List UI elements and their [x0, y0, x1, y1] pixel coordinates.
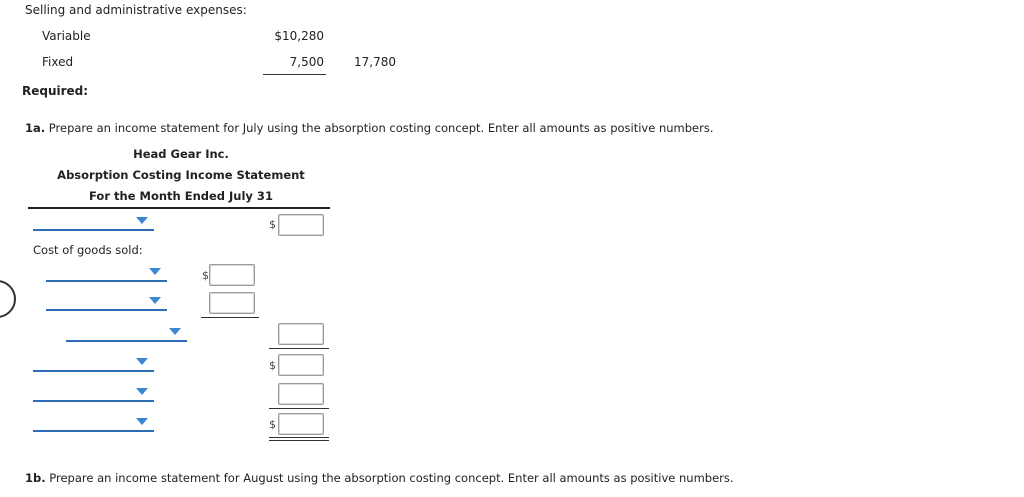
chevron-down-icon	[169, 328, 181, 335]
dollar-sign: $	[269, 218, 276, 231]
cogs-input-2[interactable]	[209, 292, 255, 314]
cogs-total-rule	[269, 348, 329, 349]
question-1b-number: 1b.	[25, 471, 46, 485]
chevron-down-icon	[149, 297, 161, 304]
variable-label: Variable	[42, 29, 91, 43]
chevron-down-icon	[149, 268, 161, 275]
question-1a-number: 1a.	[25, 121, 46, 135]
dollar-sign: $	[269, 418, 276, 431]
line-item-dropdown-4[interactable]	[33, 414, 154, 432]
statement-period: For the Month Ended July 31	[89, 189, 273, 203]
total-double-rule-top	[269, 437, 329, 438]
chevron-down-icon	[136, 388, 148, 395]
side-circle-marker[interactable]	[0, 280, 16, 318]
amount-input-2[interactable]	[278, 354, 324, 376]
total-amount: 17,780	[354, 55, 396, 69]
subtotal-rule	[269, 408, 329, 409]
company-name: Head Gear Inc.	[133, 147, 229, 161]
amount-input-4[interactable]	[278, 413, 324, 435]
question-1b	[25, 471, 734, 485]
cogs-label: Cost of goods sold:	[33, 243, 143, 257]
cogs-subtotal-rule	[201, 317, 259, 318]
question-1a	[25, 121, 713, 135]
total-double-rule-bottom	[269, 440, 329, 441]
question-1a-text: Prepare an income statement for July using the absorption costing concept. Enter all amounts as positive numbers.	[48, 121, 714, 135]
cogs-total-dropdown[interactable]	[66, 324, 187, 342]
cogs-input-1[interactable]	[209, 264, 255, 286]
variable-amount: $10,280	[274, 29, 324, 43]
statement-title: Absorption Costing Income Statement	[57, 168, 305, 182]
cogs-total-input[interactable]	[278, 323, 324, 345]
dollar-sign: $	[269, 359, 276, 372]
fixed-amount: 7,500	[289, 55, 324, 69]
chevron-down-icon	[136, 418, 148, 425]
dollar-sign: $	[202, 269, 209, 282]
question-1b-text: Prepare an income statement for August using the absorption costing concept. Enter all amounts as positive numbers.	[49, 471, 734, 485]
chevron-down-icon	[136, 217, 148, 224]
cogs-dropdown-1[interactable]	[46, 264, 167, 282]
header-rule	[28, 207, 330, 209]
fixed-label: Fixed	[42, 55, 74, 69]
required-label: Required:	[22, 84, 89, 98]
fixed-underline	[263, 74, 326, 75]
amount-input-1[interactable]	[278, 214, 324, 236]
line-item-dropdown-1[interactable]	[33, 213, 154, 231]
selling-admin-heading: Selling and administrative expenses:	[25, 3, 247, 17]
amount-input-3[interactable]	[278, 383, 324, 405]
chevron-down-icon	[136, 358, 148, 365]
cogs-dropdown-2[interactable]	[46, 293, 167, 311]
line-item-dropdown-2[interactable]	[33, 354, 154, 372]
line-item-dropdown-3[interactable]	[33, 384, 154, 402]
